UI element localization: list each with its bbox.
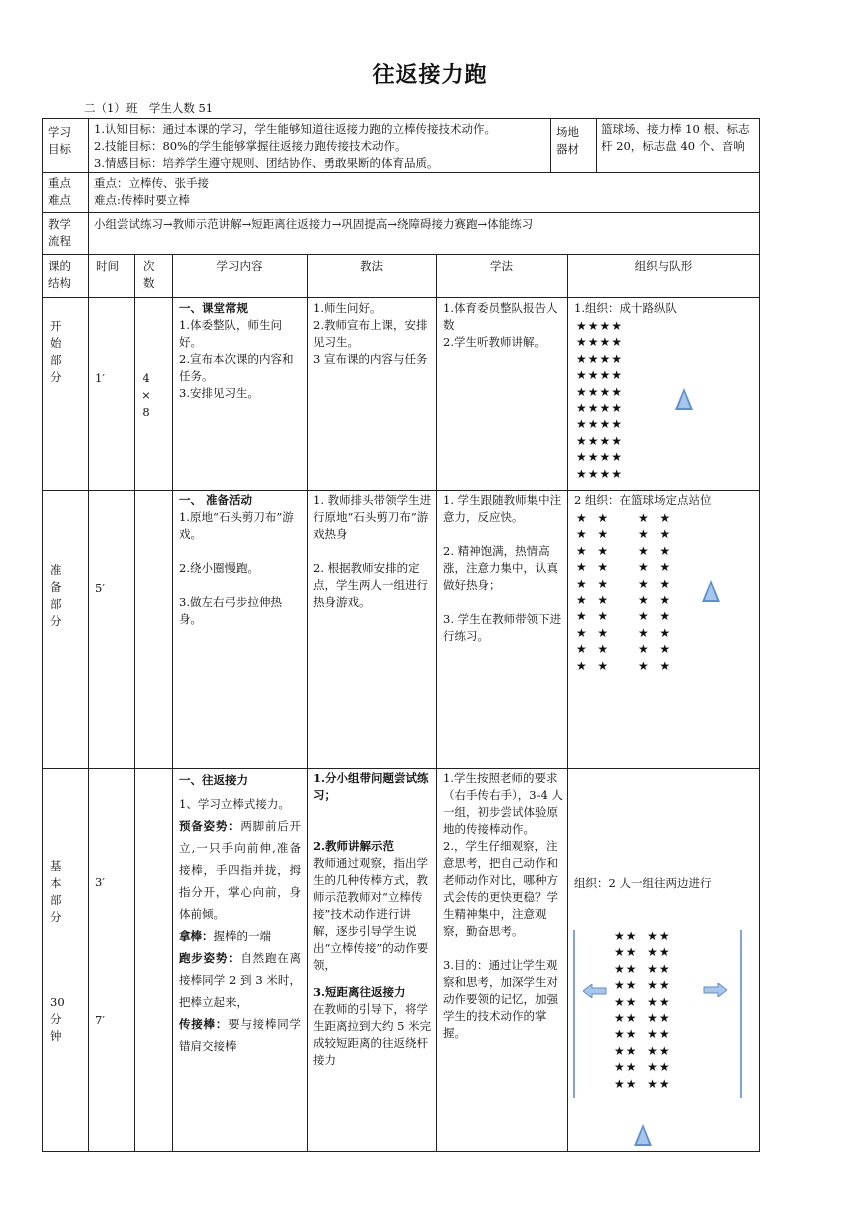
basic-learn: 1.学生按照老师的要求（右手传右手），3-4 人一组，初步尝试体验原地的传接棒动作。 2.，学生仔细观察，注意思考，把自己动作和老师动作对比，哪种方式会传的更快更稳？学生精神集中，注意观察，勤奋思考。 3.目的：通过让学生观察和思考，加深学生对动作要领的记忆，加强学生的技术动作的掌握。 <box>443 771 563 1040</box>
basic-section-label: 基 本 部 分 <box>50 859 62 924</box>
method-2-text: 教师通过观察，指出学生的几种传棒方式，教师示范教师对“立棒传接”技术动作进行讲解，逐步引导学生说出“立棒传接”的动作要领， <box>313 856 429 972</box>
goals-line-1: 1.认知目标：通过本课的学习，学生能够知道往返接力跑的立棒传接技术动作。 <box>94 122 496 136</box>
start-content-title: 一、课堂常规 <box>179 301 248 315</box>
basic-method <box>313 770 433 1069</box>
basic-formation: ★★ ★★ ★★ ★★ ★★ ★★ ★★ ★★ ★★ ★★ ★★ ★★ ★★ ★★ ★★ ★★ ★★ ★★ ★★ ★★ <box>614 929 671 1091</box>
start-section-label: 开 始 部 分 <box>50 319 62 384</box>
page-title: 往返接力跑 <box>372 63 488 88</box>
pass-text: 要与接棒同学错肩交接棒 <box>179 1017 302 1053</box>
teacher-triangle-icon <box>634 1124 652 1146</box>
header-org: 组织与队形 <box>634 259 693 273</box>
teacher-triangle-icon <box>675 388 693 410</box>
goals-line-2: 2.技能目标：80%的学生能够掌握往返接力跑传接技术动作。 <box>94 139 407 153</box>
run-text: 自然跑在离接棒同学 2 到 3 米时，把棒立起来， <box>179 951 302 1009</box>
ready-text: 两脚前后开立,一只手向前伸,准备接棒，手四指并拢，拇指分开，掌心向前，身体前倾。 <box>179 819 302 921</box>
goals-label: 学习 目标 <box>48 125 71 156</box>
start-time: 1′ <box>95 371 105 385</box>
basic-duration: 30 分 钟 <box>50 995 65 1043</box>
arrow-right-icon <box>703 983 727 997</box>
prep-content: 1.原地“石头剪刀布”游戏。 2.绕小圈慢跑。 3.做左右弓步拉伸热身。 <box>179 510 294 626</box>
goals-line-3: 3.情感目标：培养学生遵守规则、团结协作、勇敢果断的体育品质。 <box>94 156 439 170</box>
prep-section-label: 准 备 部 分 <box>50 563 62 628</box>
flow-text: 小组尝试练习→教师示范讲解→短距离往返接力→巩固提高→绕障碍接力赛跑→体能练习 <box>94 217 534 231</box>
start-learn: 1.体育委员整队报告人数 2.学生听教师讲解。 <box>443 301 558 349</box>
basic-time-2: 7′ <box>95 1013 105 1027</box>
header-method: 教法 <box>360 259 383 273</box>
pass-label: 传接棒： <box>179 1017 229 1031</box>
start-formation: ★★★★ ★★★★ ★★★★ ★★★★ ★★★★ ★★★★ ★★★★ ★★★★ ★★★★ ★★★★ <box>576 319 624 481</box>
key-label: 重点 难点 <box>48 176 71 207</box>
header-learn: 学法 <box>490 259 513 273</box>
flow-label: 教学 流程 <box>48 217 71 248</box>
right-boundary-line <box>740 930 742 1098</box>
prep-formation: ★ ★ ★ ★ ★ ★ ★ ★ ★ ★ ★ ★ ★ ★ ★ ★ ★ ★ ★ ★ ★ ★ ★ ★ ★ ★ ★ ★ ★ ★ ★ ★ ★ ★ ★ ★ ★ ★ ★ ★ <box>576 511 672 673</box>
class-info: 二（1）班 学生人数 51 <box>84 101 214 115</box>
difficulty-point: 难点:传棒时要立棒 <box>94 193 190 207</box>
prep-org-title: 2 组织：在篮球场定点站位 <box>574 493 712 507</box>
method-3-text: 在教师的引导下，将学生距离拉到大约 5 米完成较短距离的往返绕杆接力 <box>313 1002 432 1067</box>
prep-content-title: 一、 准备活动 <box>179 493 253 507</box>
prep-method: 1. 教师排头带领学生进行原地“石头剪刀布”游戏热身 2. 根据教师安排的定点，学生两人一组进行热身游戏。 <box>313 493 432 609</box>
prep-time: 5′ <box>95 581 105 595</box>
venue-label: 场地 器材 <box>556 125 579 156</box>
ready-label: 预备姿势： <box>179 819 241 833</box>
basic-org-title: 组织：2 人一组往两边进行 <box>574 876 712 890</box>
venue-equipment: 篮球场、接力棒 10 根、标志杆 20，标志盘 40 个、音响 <box>601 122 750 153</box>
method-1-title: 1.分小组带问题尝试练习； <box>313 771 429 802</box>
key-point: 重点：立棒传、张手接 <box>94 176 209 190</box>
teacher-triangle-icon <box>702 580 720 602</box>
start-org-title: 1.组织：成十路纵队 <box>574 301 677 315</box>
basic-content-title: 一、往返接力 <box>179 773 248 787</box>
basic-time-1: 3′ <box>95 875 105 889</box>
header-content: 学习内容 <box>216 259 263 273</box>
header-times: 次 数 <box>143 259 155 290</box>
prep-learn: 1. 学生跟随教师集中注意力，反应快。 2. 精神饱满，热情高涨，注意力集中，认真做好热身； 3. 学生在教师带领下进行练习。 <box>443 493 562 643</box>
hold-text: 握棒的一端 <box>213 929 271 943</box>
start-content: 1.体委整队，师生问好。 2.宣布本次课的内容和任务。 3.安排见习生。 <box>179 318 294 400</box>
basic-content-intro: 1、学习立棒式接力。 <box>179 797 290 811</box>
header-structure: 课的 结构 <box>48 259 71 290</box>
method-3-title: 3.短距离往返接力 <box>313 985 406 999</box>
basic-content <box>179 793 301 1057</box>
start-reps: 4 × 8 <box>141 371 151 419</box>
left-boundary-line <box>573 930 575 1098</box>
hold-label: 拿棒： <box>179 929 214 943</box>
arrow-left-icon <box>583 984 607 998</box>
start-method: 1.师生问好。 2.教师宣布上课，安排见习生。 3 宣布课的内容与任务 <box>313 301 428 366</box>
header-time: 时间 <box>96 259 119 273</box>
method-2-title: 2.教师讲解示范 <box>313 839 395 853</box>
run-label: 跑步姿势： <box>179 951 241 965</box>
